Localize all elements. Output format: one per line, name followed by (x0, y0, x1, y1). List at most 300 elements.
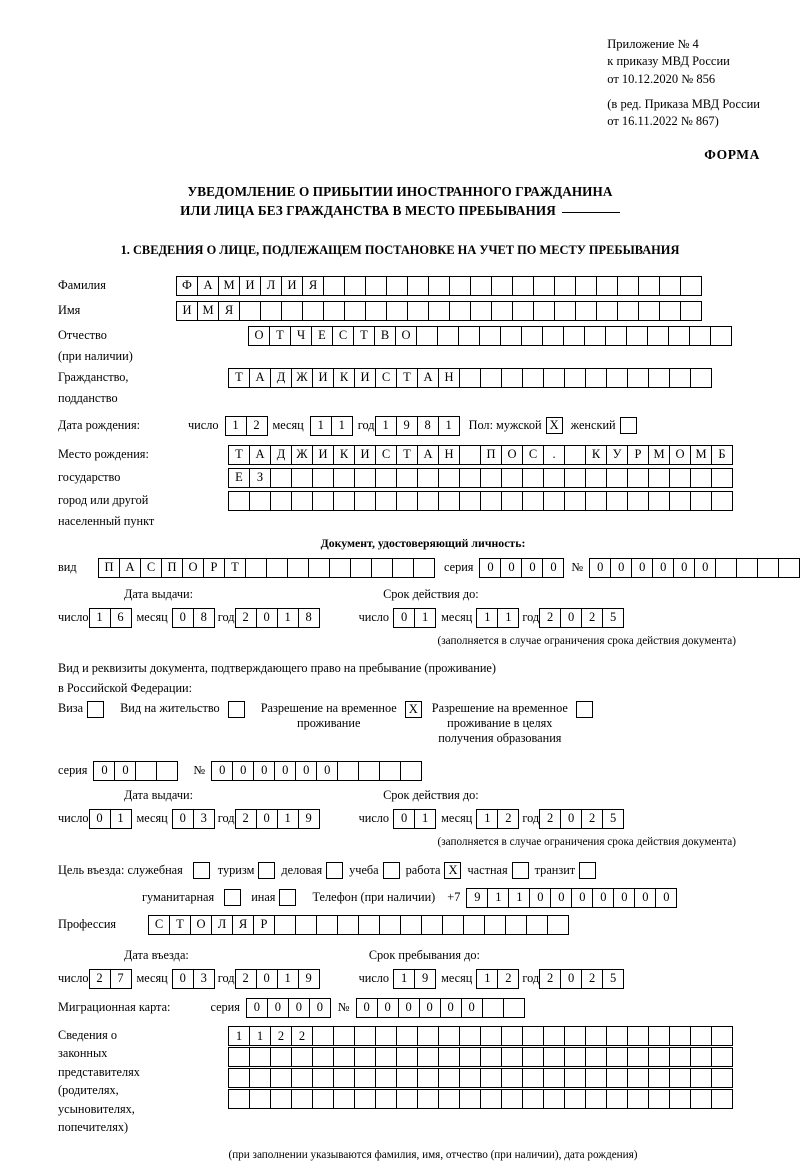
char-cell[interactable] (400, 761, 422, 781)
char-cell[interactable] (417, 1068, 439, 1088)
char-cell[interactable]: 1 (277, 969, 299, 989)
char-cell[interactable]: К (333, 368, 355, 388)
char-cell[interactable]: 3 (193, 969, 215, 989)
char-cell[interactable] (312, 491, 334, 511)
char-cell[interactable]: 0 (694, 558, 716, 578)
char-cell[interactable] (396, 1026, 418, 1046)
char-cell[interactable]: П (98, 558, 120, 578)
char-cell[interactable]: 2 (497, 969, 519, 989)
char-cell[interactable]: 8 (417, 416, 439, 436)
char-cell[interactable] (690, 1026, 712, 1046)
char-cell[interactable]: З (249, 468, 271, 488)
char-cell[interactable]: А (417, 445, 439, 465)
char-cell[interactable] (375, 1026, 397, 1046)
char-cell[interactable]: 0 (560, 809, 582, 829)
char-cell[interactable] (522, 491, 544, 511)
char-cell[interactable] (379, 761, 401, 781)
char-cell[interactable] (417, 1026, 439, 1046)
char-cell[interactable]: 0 (550, 888, 572, 908)
char-cell[interactable] (648, 468, 670, 488)
char-cell[interactable]: 0 (634, 888, 656, 908)
purpose-tourism-checkbox[interactable] (258, 862, 275, 879)
char-cell[interactable]: Ч (290, 326, 312, 346)
char-cell[interactable] (606, 1047, 628, 1067)
char-cell[interactable] (270, 1047, 292, 1067)
permit-valid-month[interactable] (476, 809, 518, 829)
char-cell[interactable] (501, 368, 523, 388)
permit-issue-month[interactable] (172, 809, 214, 829)
char-cell[interactable] (648, 1089, 670, 1109)
char-cell[interactable] (463, 915, 485, 935)
char-cell[interactable] (354, 1047, 376, 1067)
char-cell[interactable]: 2 (497, 809, 519, 829)
char-cell[interactable] (690, 1047, 712, 1067)
char-cell[interactable] (564, 368, 586, 388)
birthplace-row-1[interactable] (228, 445, 732, 465)
char-cell[interactable]: 2 (581, 809, 603, 829)
char-cell[interactable] (627, 468, 649, 488)
char-cell[interactable]: Т (228, 368, 250, 388)
char-cell[interactable]: 1 (414, 809, 436, 829)
char-cell[interactable]: 0 (652, 558, 674, 578)
char-cell[interactable]: 2 (539, 809, 561, 829)
char-cell[interactable] (564, 1089, 586, 1109)
permit-series-input[interactable] (93, 761, 177, 781)
char-cell[interactable] (438, 1089, 460, 1109)
char-cell[interactable] (270, 491, 292, 511)
char-cell[interactable] (459, 468, 481, 488)
char-cell[interactable]: Т (269, 326, 291, 346)
char-cell[interactable] (680, 276, 702, 296)
char-cell[interactable]: 3 (193, 809, 215, 829)
char-cell[interactable]: Ж (291, 368, 313, 388)
char-cell[interactable]: А (249, 368, 271, 388)
char-cell[interactable] (354, 491, 376, 511)
char-cell[interactable] (505, 915, 527, 935)
char-cell[interactable] (417, 1047, 439, 1067)
char-cell[interactable] (647, 326, 669, 346)
profession-input[interactable] (148, 915, 568, 935)
char-cell[interactable] (375, 1089, 397, 1109)
char-cell[interactable]: Я (232, 915, 254, 935)
char-cell[interactable] (291, 1047, 313, 1067)
char-cell[interactable] (554, 301, 576, 321)
char-cell[interactable]: О (248, 326, 270, 346)
char-cell[interactable]: 1 (225, 416, 247, 436)
char-cell[interactable] (543, 1089, 565, 1109)
char-cell[interactable]: И (281, 276, 303, 296)
char-cell[interactable] (669, 1068, 691, 1088)
residence-checkbox[interactable] (228, 701, 245, 718)
char-cell[interactable] (421, 915, 443, 935)
char-cell[interactable]: К (585, 445, 607, 465)
char-cell[interactable] (354, 1026, 376, 1046)
phone-input[interactable] (466, 888, 676, 908)
char-cell[interactable] (564, 1068, 586, 1088)
char-cell[interactable]: 0 (542, 558, 564, 578)
char-cell[interactable]: Л (211, 915, 233, 935)
char-cell[interactable] (503, 998, 525, 1018)
char-cell[interactable] (375, 468, 397, 488)
char-cell[interactable] (407, 276, 429, 296)
char-cell[interactable] (344, 301, 366, 321)
char-cell[interactable]: О (669, 445, 691, 465)
char-cell[interactable] (291, 1089, 313, 1109)
char-cell[interactable] (501, 1089, 523, 1109)
char-cell[interactable] (480, 491, 502, 511)
char-cell[interactable] (543, 1047, 565, 1067)
char-cell[interactable] (135, 761, 157, 781)
char-cell[interactable] (438, 468, 460, 488)
char-cell[interactable] (344, 276, 366, 296)
char-cell[interactable]: 1 (476, 608, 498, 628)
char-cell[interactable] (417, 491, 439, 511)
iddoc-issue-month[interactable] (172, 608, 214, 628)
char-cell[interactable]: 5 (602, 969, 624, 989)
char-cell[interactable] (690, 368, 712, 388)
iddoc-valid-year[interactable] (539, 608, 623, 628)
char-cell[interactable]: 0 (610, 558, 632, 578)
char-cell[interactable] (627, 491, 649, 511)
char-cell[interactable] (312, 1068, 334, 1088)
char-cell[interactable] (308, 558, 330, 578)
char-cell[interactable] (260, 301, 282, 321)
char-cell[interactable] (689, 326, 711, 346)
purpose-service-checkbox[interactable] (193, 862, 210, 879)
char-cell[interactable] (437, 326, 459, 346)
char-cell[interactable] (239, 301, 261, 321)
char-cell[interactable]: 0 (356, 998, 378, 1018)
char-cell[interactable] (584, 326, 606, 346)
char-cell[interactable]: 0 (256, 809, 278, 829)
legal-row-1[interactable] (228, 1026, 732, 1046)
char-cell[interactable] (627, 1047, 649, 1067)
stay-year[interactable] (539, 969, 623, 989)
char-cell[interactable] (596, 301, 618, 321)
char-cell[interactable]: 0 (377, 998, 399, 1018)
char-cell[interactable]: С (375, 445, 397, 465)
char-cell[interactable] (627, 1068, 649, 1088)
char-cell[interactable] (563, 326, 585, 346)
char-cell[interactable]: 0 (419, 998, 441, 1018)
char-cell[interactable] (337, 915, 359, 935)
char-cell[interactable] (249, 491, 271, 511)
char-cell[interactable]: Д (270, 368, 292, 388)
char-cell[interactable] (596, 276, 618, 296)
char-cell[interactable] (316, 915, 338, 935)
char-cell[interactable] (228, 491, 250, 511)
char-cell[interactable]: 0 (393, 809, 415, 829)
purpose-humanitarian-checkbox[interactable] (224, 889, 241, 906)
char-cell[interactable]: 9 (396, 416, 418, 436)
char-cell[interactable] (690, 1068, 712, 1088)
char-cell[interactable]: А (249, 445, 271, 465)
char-cell[interactable] (375, 491, 397, 511)
char-cell[interactable]: Я (218, 301, 240, 321)
char-cell[interactable] (270, 1068, 292, 1088)
char-cell[interactable] (543, 1068, 565, 1088)
char-cell[interactable]: О (395, 326, 417, 346)
char-cell[interactable] (480, 1047, 502, 1067)
char-cell[interactable] (690, 491, 712, 511)
char-cell[interactable]: 0 (589, 558, 611, 578)
char-cell[interactable]: М (690, 445, 712, 465)
char-cell[interactable] (669, 1047, 691, 1067)
char-cell[interactable]: 6 (110, 608, 132, 628)
char-cell[interactable] (287, 558, 309, 578)
char-cell[interactable]: 0 (560, 969, 582, 989)
char-cell[interactable]: Ф (176, 276, 198, 296)
char-cell[interactable]: 2 (581, 969, 603, 989)
char-cell[interactable] (617, 301, 639, 321)
iddoc-valid-day[interactable] (393, 608, 435, 628)
char-cell[interactable]: И (312, 445, 334, 465)
iddoc-series-input[interactable] (479, 558, 563, 578)
char-cell[interactable] (585, 1026, 607, 1046)
char-cell[interactable] (648, 368, 670, 388)
char-cell[interactable] (669, 368, 691, 388)
char-cell[interactable] (778, 558, 800, 578)
char-cell[interactable] (323, 276, 345, 296)
char-cell[interactable] (337, 761, 359, 781)
char-cell[interactable]: 0 (288, 998, 310, 1018)
char-cell[interactable]: У (606, 445, 628, 465)
char-cell[interactable] (648, 1068, 670, 1088)
char-cell[interactable]: С (148, 915, 170, 935)
char-cell[interactable]: 0 (631, 558, 653, 578)
char-cell[interactable]: 1 (310, 416, 332, 436)
char-cell[interactable] (281, 301, 303, 321)
permit-number-input[interactable] (211, 761, 421, 781)
char-cell[interactable] (386, 301, 408, 321)
char-cell[interactable]: 1 (487, 888, 509, 908)
purpose-work-checkbox[interactable]: X (444, 862, 461, 879)
char-cell[interactable] (354, 468, 376, 488)
char-cell[interactable] (228, 1068, 250, 1088)
char-cell[interactable] (333, 1047, 355, 1067)
char-cell[interactable]: 9 (466, 888, 488, 908)
char-cell[interactable] (585, 1068, 607, 1088)
sex-female-checkbox[interactable] (620, 417, 637, 434)
char-cell[interactable] (669, 491, 691, 511)
char-cell[interactable] (416, 326, 438, 346)
char-cell[interactable] (585, 491, 607, 511)
char-cell[interactable] (711, 468, 733, 488)
char-cell[interactable] (711, 1026, 733, 1046)
char-cell[interactable]: 2 (89, 969, 111, 989)
char-cell[interactable] (396, 1068, 418, 1088)
char-cell[interactable]: 1 (110, 809, 132, 829)
char-cell[interactable] (228, 1089, 250, 1109)
char-cell[interactable]: 0 (571, 888, 593, 908)
char-cell[interactable]: К (333, 445, 355, 465)
char-cell[interactable] (606, 491, 628, 511)
char-cell[interactable]: П (480, 445, 502, 465)
char-cell[interactable]: 0 (398, 998, 420, 1018)
char-cell[interactable] (458, 326, 480, 346)
sex-male-checkbox[interactable]: X (546, 417, 563, 434)
char-cell[interactable]: Ж (291, 445, 313, 465)
char-cell[interactable] (396, 491, 418, 511)
birth-year-input[interactable] (375, 416, 459, 436)
iddoc-issue-year[interactable] (235, 608, 319, 628)
char-cell[interactable]: М (648, 445, 670, 465)
char-cell[interactable] (323, 301, 345, 321)
permit-issue-year[interactable] (235, 809, 319, 829)
char-cell[interactable] (512, 301, 534, 321)
char-cell[interactable] (479, 326, 501, 346)
char-cell[interactable] (375, 1068, 397, 1088)
char-cell[interactable] (606, 1026, 628, 1046)
char-cell[interactable]: 0 (529, 888, 551, 908)
char-cell[interactable] (480, 1026, 502, 1046)
char-cell[interactable] (333, 491, 355, 511)
char-cell[interactable]: 9 (414, 969, 436, 989)
char-cell[interactable]: 1 (476, 809, 498, 829)
citizenship-input[interactable] (228, 368, 711, 388)
char-cell[interactable]: 1 (89, 608, 111, 628)
char-cell[interactable]: 0 (521, 558, 543, 578)
char-cell[interactable] (333, 468, 355, 488)
char-cell[interactable] (358, 761, 380, 781)
char-cell[interactable] (501, 491, 523, 511)
char-cell[interactable] (249, 1089, 271, 1109)
char-cell[interactable] (491, 276, 513, 296)
char-cell[interactable] (312, 1026, 334, 1046)
char-cell[interactable] (484, 915, 506, 935)
char-cell[interactable] (459, 1026, 481, 1046)
char-cell[interactable]: Т (224, 558, 246, 578)
char-cell[interactable] (585, 368, 607, 388)
char-cell[interactable] (526, 915, 548, 935)
char-cell[interactable] (564, 1047, 586, 1067)
birth-month-input[interactable] (310, 416, 352, 436)
char-cell[interactable] (371, 558, 393, 578)
surname-input[interactable] (176, 276, 701, 296)
purpose-transit-checkbox[interactable] (579, 862, 596, 879)
char-cell[interactable] (274, 915, 296, 935)
char-cell[interactable] (438, 1068, 460, 1088)
char-cell[interactable] (449, 276, 471, 296)
char-cell[interactable] (564, 445, 586, 465)
char-cell[interactable]: 0 (172, 809, 194, 829)
char-cell[interactable] (228, 1047, 250, 1067)
char-cell[interactable] (512, 276, 534, 296)
char-cell[interactable] (266, 558, 288, 578)
char-cell[interactable] (711, 1068, 733, 1088)
char-cell[interactable]: 0 (500, 558, 522, 578)
char-cell[interactable] (392, 558, 414, 578)
char-cell[interactable]: 0 (461, 998, 483, 1018)
char-cell[interactable]: С (375, 368, 397, 388)
birth-day-input[interactable] (225, 416, 267, 436)
char-cell[interactable]: О (190, 915, 212, 935)
char-cell[interactable]: 0 (274, 761, 296, 781)
char-cell[interactable] (606, 368, 628, 388)
char-cell[interactable]: 2 (270, 1026, 292, 1046)
iddoc-issue-day[interactable] (89, 608, 131, 628)
char-cell[interactable]: 1 (249, 1026, 271, 1046)
char-cell[interactable] (711, 1047, 733, 1067)
char-cell[interactable] (648, 1047, 670, 1067)
char-cell[interactable] (522, 1026, 544, 1046)
char-cell[interactable] (270, 1089, 292, 1109)
char-cell[interactable] (542, 326, 564, 346)
legal-row-3[interactable] (228, 1068, 732, 1088)
temp-permit-checkbox[interactable]: X (405, 701, 422, 718)
char-cell[interactable] (543, 368, 565, 388)
char-cell[interactable]: Р (253, 915, 275, 935)
char-cell[interactable] (533, 276, 555, 296)
char-cell[interactable] (501, 1047, 523, 1067)
char-cell[interactable] (459, 1047, 481, 1067)
char-cell[interactable] (491, 301, 513, 321)
char-cell[interactable] (291, 491, 313, 511)
char-cell[interactable]: Л (260, 276, 282, 296)
char-cell[interactable] (522, 1047, 544, 1067)
char-cell[interactable] (711, 1089, 733, 1109)
char-cell[interactable] (522, 1068, 544, 1088)
iddoc-kind-input[interactable] (98, 558, 434, 578)
char-cell[interactable]: 5 (602, 809, 624, 829)
char-cell[interactable] (617, 276, 639, 296)
char-cell[interactable] (245, 558, 267, 578)
char-cell[interactable] (627, 368, 649, 388)
char-cell[interactable] (575, 301, 597, 321)
char-cell[interactable]: 5 (602, 608, 624, 628)
char-cell[interactable] (669, 468, 691, 488)
char-cell[interactable] (480, 368, 502, 388)
char-cell[interactable]: 9 (298, 969, 320, 989)
char-cell[interactable]: И (239, 276, 261, 296)
char-cell[interactable]: Е (228, 468, 250, 488)
char-cell[interactable] (417, 468, 439, 488)
char-cell[interactable]: П (161, 558, 183, 578)
char-cell[interactable] (605, 326, 627, 346)
char-cell[interactable] (668, 326, 690, 346)
char-cell[interactable] (459, 1089, 481, 1109)
char-cell[interactable] (354, 1089, 376, 1109)
legal-row-4[interactable] (228, 1089, 732, 1109)
permit-valid-year[interactable] (539, 809, 623, 829)
char-cell[interactable] (379, 915, 401, 935)
char-cell[interactable]: 0 (295, 761, 317, 781)
char-cell[interactable] (480, 1089, 502, 1109)
purpose-study-checkbox[interactable] (383, 862, 400, 879)
char-cell[interactable] (312, 468, 334, 488)
char-cell[interactable] (400, 915, 422, 935)
char-cell[interactable] (302, 301, 324, 321)
char-cell[interactable] (413, 558, 435, 578)
purpose-other-checkbox[interactable] (279, 889, 296, 906)
entry-day[interactable] (89, 969, 131, 989)
char-cell[interactable] (564, 468, 586, 488)
patronymic-input[interactable] (248, 326, 731, 346)
char-cell[interactable] (329, 558, 351, 578)
char-cell[interactable]: В (374, 326, 396, 346)
char-cell[interactable]: А (417, 368, 439, 388)
char-cell[interactable] (442, 915, 464, 935)
char-cell[interactable]: О (501, 445, 523, 465)
char-cell[interactable]: 2 (235, 809, 257, 829)
char-cell[interactable]: 0 (172, 608, 194, 628)
char-cell[interactable] (501, 1068, 523, 1088)
char-cell[interactable] (417, 1089, 439, 1109)
char-cell[interactable]: Д (270, 445, 292, 465)
char-cell[interactable]: 0 (256, 608, 278, 628)
char-cell[interactable]: 1 (277, 608, 299, 628)
char-cell[interactable] (564, 491, 586, 511)
